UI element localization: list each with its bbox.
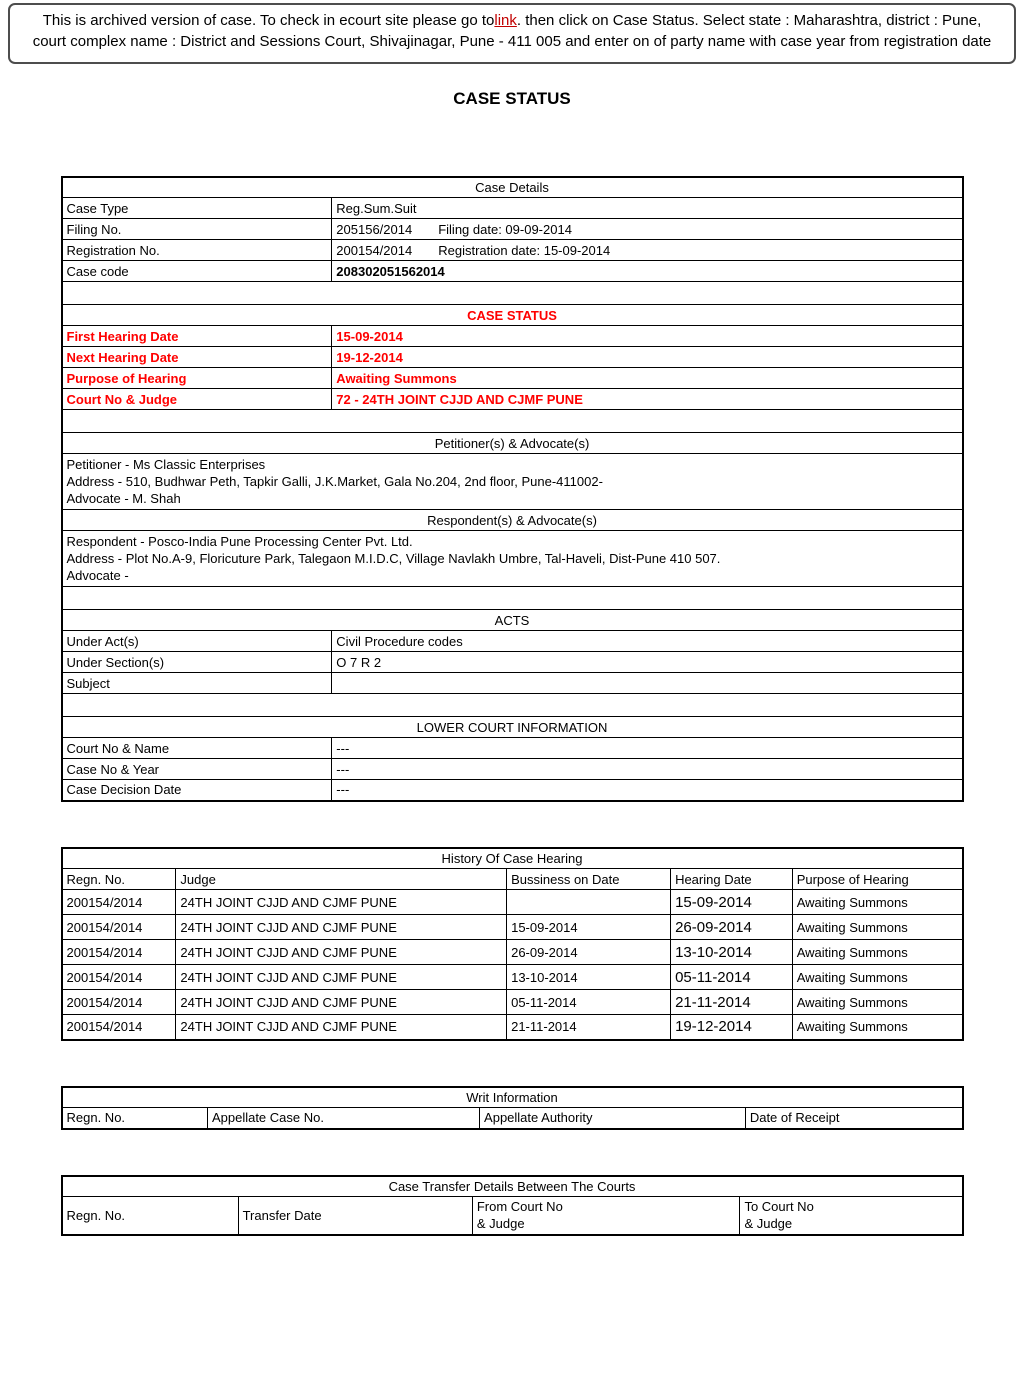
table-row [62, 1015, 963, 1040]
respondent-advocate: Advocate - [66, 568, 129, 584]
under-act-value: Civil Procedure codes [332, 631, 963, 652]
table-row-registration [62, 240, 963, 261]
history-purpose: Awaiting Summons [792, 915, 962, 940]
ecourt-link[interactable]: link [494, 12, 517, 29]
writ-table [61, 1086, 964, 1130]
court-no-judge-value: 72 - 24TH JOINT CJJD AND CJMF PUNE [332, 389, 963, 410]
respondent-details [62, 531, 963, 587]
case-no-year-value: --- [332, 759, 963, 780]
respondent-header: Respondent(s) & Advocate(s) [62, 510, 963, 531]
spacer-cell [62, 410, 963, 433]
subject-value [332, 673, 963, 694]
section-header-row [62, 1087, 963, 1108]
court-no-judge-label: Court No & Judge [62, 389, 332, 410]
case-code-label: Case code [62, 261, 332, 282]
section-header-row [62, 177, 963, 198]
table-row-first-hearing [62, 326, 963, 347]
table-row-case-code [62, 261, 963, 282]
spacer-cell [62, 282, 963, 305]
section-header-row [62, 717, 963, 738]
case-decision-date-label: Case Decision Date [62, 780, 332, 801]
section-header-row [62, 848, 963, 869]
petitioner-name: Petitioner - Ms Classic Enterprises [66, 457, 266, 473]
content-area [61, 176, 964, 1236]
spacer-cell [62, 694, 963, 717]
case-details-header: Case Details [62, 177, 963, 198]
case-decision-date-value: --- [332, 780, 963, 801]
table-row-case-type [62, 198, 963, 219]
col-header-business-on-date: Bussiness on Date [507, 869, 671, 890]
history-regn: 200154/2014 [62, 915, 176, 940]
history-judge: 24TH JOINT CJJD AND CJMF PUNE [176, 940, 507, 965]
purpose-of-hearing-value: Awaiting Summons [332, 368, 963, 389]
first-hearing-date-label: First Hearing Date [62, 326, 332, 347]
acts-header: ACTS [62, 610, 963, 631]
col-header-appellate-case-no: Appellate Case No. [207, 1108, 479, 1129]
history-column-header-row [62, 869, 963, 890]
spacer-cell [62, 587, 963, 610]
table-row [62, 940, 963, 965]
filing-no-value [332, 219, 963, 240]
history-purpose: Awaiting Summons [792, 990, 962, 1015]
history-hearing-date: 26-09-2014 [671, 915, 793, 940]
table-row [62, 890, 963, 915]
table-row [62, 965, 963, 990]
history-hearing-date: 15-09-2014 [671, 890, 793, 915]
section-header-row [62, 305, 963, 326]
col-header-judge: Judge [176, 869, 507, 890]
notice-text-before: This is archived version of case. To check in ecourt site please go to [42, 12, 495, 29]
col-header-regn-no: Regn. No. [62, 1197, 239, 1235]
transfer-table [61, 1175, 964, 1236]
history-judge: 24TH JOINT CJJD AND CJMF PUNE [176, 915, 507, 940]
col-header-regn-no: Regn. No. [62, 869, 176, 890]
writ-column-header-row [62, 1108, 963, 1129]
notice-text-after: . then click on Case Status. Select state : Maharashtra, district : Pune, court complex name : District and Sessions Court, Shivajinagar, Pune - 411 005 and enter on of party name with case year from registration date [32, 12, 992, 51]
petitioner-header: Petitioner(s) & Advocate(s) [62, 433, 963, 454]
from-court-line1: From Court No [476, 1199, 563, 1215]
col-header-purpose: Purpose of Hearing [792, 869, 962, 890]
history-business-date: 15-09-2014 [507, 915, 671, 940]
table-row-court-name [62, 738, 963, 759]
table-row-purpose [62, 368, 963, 389]
history-judge: 24TH JOINT CJJD AND CJMF PUNE [176, 890, 507, 915]
petitioner-address: Address - 510, Budhwar Peth, Tapkir Galli, J.K.Market, Gala No.204, 2nd floor, Pune-411002- [66, 474, 603, 490]
spacer-row [62, 410, 963, 433]
registration-date: Registration date: 15-09-2014 [438, 242, 611, 258]
col-header-appellate-authority: Appellate Authority [480, 1108, 746, 1129]
history-hearing-date: 21-11-2014 [671, 990, 793, 1015]
purpose-of-hearing-label: Purpose of Hearing [62, 368, 332, 389]
col-header-to-court [740, 1197, 963, 1235]
history-regn: 200154/2014 [62, 940, 176, 965]
history-purpose: Awaiting Summons [792, 965, 962, 990]
history-regn: 200154/2014 [62, 990, 176, 1015]
court-no-name-value: --- [332, 738, 963, 759]
history-table [61, 847, 964, 1041]
lower-court-header: LOWER COURT INFORMATION [62, 717, 963, 738]
table-row-case-no-year [62, 759, 963, 780]
registration-no-value [332, 240, 963, 261]
history-regn: 200154/2014 [62, 1015, 176, 1040]
filing-number: 205156/2014 [336, 221, 413, 237]
respondent-name: Respondent - Posco-India Pune Processing Center Pvt. Ltd. [66, 534, 413, 550]
col-header-from-court [472, 1197, 740, 1235]
registration-no-label: Registration No. [62, 240, 332, 261]
case-details-table [61, 176, 964, 802]
table-row-court-judge [62, 389, 963, 410]
case-type-value: Reg.Sum.Suit [332, 198, 963, 219]
col-header-regn-no: Regn. No. [62, 1108, 208, 1129]
col-header-date-of-receipt: Date of Receipt [745, 1108, 962, 1129]
history-hearing-date: 13-10-2014 [671, 940, 793, 965]
under-act-label: Under Act(s) [62, 631, 332, 652]
spacer-row [62, 587, 963, 610]
table-row-decision-date [62, 780, 963, 801]
col-header-hearing-date: Hearing Date [671, 869, 793, 890]
history-judge: 24TH JOINT CJJD AND CJMF PUNE [176, 990, 507, 1015]
table-row [62, 990, 963, 1015]
table-row [62, 915, 963, 940]
table-row-petitioner [62, 454, 963, 510]
history-business-date: 13-10-2014 [507, 965, 671, 990]
next-hearing-date-value: 19-12-2014 [332, 347, 963, 368]
history-regn: 200154/2014 [62, 965, 176, 990]
under-section-label: Under Section(s) [62, 652, 332, 673]
history-hearing-date: 05-11-2014 [671, 965, 793, 990]
to-court-line2: & Judge [744, 1216, 793, 1232]
page-title: CASE STATUS [453, 88, 571, 108]
petitioner-advocate: Advocate - M. Shah [66, 491, 181, 507]
history-business-date: 21-11-2014 [507, 1015, 671, 1040]
history-purpose: Awaiting Summons [792, 890, 962, 915]
table-row-respondent [62, 531, 963, 587]
section-header-row [62, 1176, 963, 1197]
history-business-date: 26-09-2014 [507, 940, 671, 965]
section-header-row [62, 433, 963, 454]
registration-number: 200154/2014 [336, 242, 413, 258]
court-no-name-label: Court No & Name [62, 738, 332, 759]
history-business-date: 05-11-2014 [507, 990, 671, 1015]
history-purpose: Awaiting Summons [792, 940, 962, 965]
case-type-label: Case Type [62, 198, 332, 219]
subject-label: Subject [62, 673, 332, 694]
history-hearing-date: 19-12-2014 [671, 1015, 793, 1040]
from-court-line2: & Judge [476, 1216, 525, 1232]
history-judge: 24TH JOINT CJJD AND CJMF PUNE [176, 1015, 507, 1040]
spacer-row [62, 694, 963, 717]
writ-header: Writ Information [62, 1087, 963, 1108]
respondent-address: Address - Plot No.A-9, Floricuture Park, Talegaon M.I.D.C, Village Navlakh Umbre, Tal-Haveli, Dist-Pune 410 507. [66, 551, 721, 567]
table-row-under-section [62, 652, 963, 673]
history-business-date [507, 890, 671, 915]
case-code-value: 208302051562014 [332, 261, 963, 282]
first-hearing-date-value: 15-09-2014 [332, 326, 963, 347]
table-row-next-hearing [62, 347, 963, 368]
case-no-year-label: Case No & Year [62, 759, 332, 780]
transfer-column-header-row [62, 1197, 963, 1235]
next-hearing-date-label: Next Hearing Date [62, 347, 332, 368]
history-judge: 24TH JOINT CJJD AND CJMF PUNE [176, 965, 507, 990]
history-purpose: Awaiting Summons [792, 1015, 962, 1040]
table-row-subject [62, 673, 963, 694]
spacer-row [62, 282, 963, 305]
section-header-row [62, 510, 963, 531]
table-row-filing [62, 219, 963, 240]
under-section-value: O 7 R 2 [332, 652, 963, 673]
filing-no-label: Filing No. [62, 219, 332, 240]
table-row-under-act [62, 631, 963, 652]
case-status-header: CASE STATUS [62, 305, 963, 326]
col-header-transfer-date: Transfer Date [238, 1197, 472, 1235]
to-court-line1: To Court No [744, 1199, 814, 1215]
section-header-row [62, 610, 963, 631]
transfer-header: Case Transfer Details Between The Courts [62, 1176, 963, 1197]
archived-notice-box [8, 3, 1016, 64]
filing-date: Filing date: 09-09-2014 [438, 221, 572, 237]
history-header: History Of Case Hearing [62, 848, 963, 869]
history-regn: 200154/2014 [62, 890, 176, 915]
petitioner-details [62, 454, 963, 510]
